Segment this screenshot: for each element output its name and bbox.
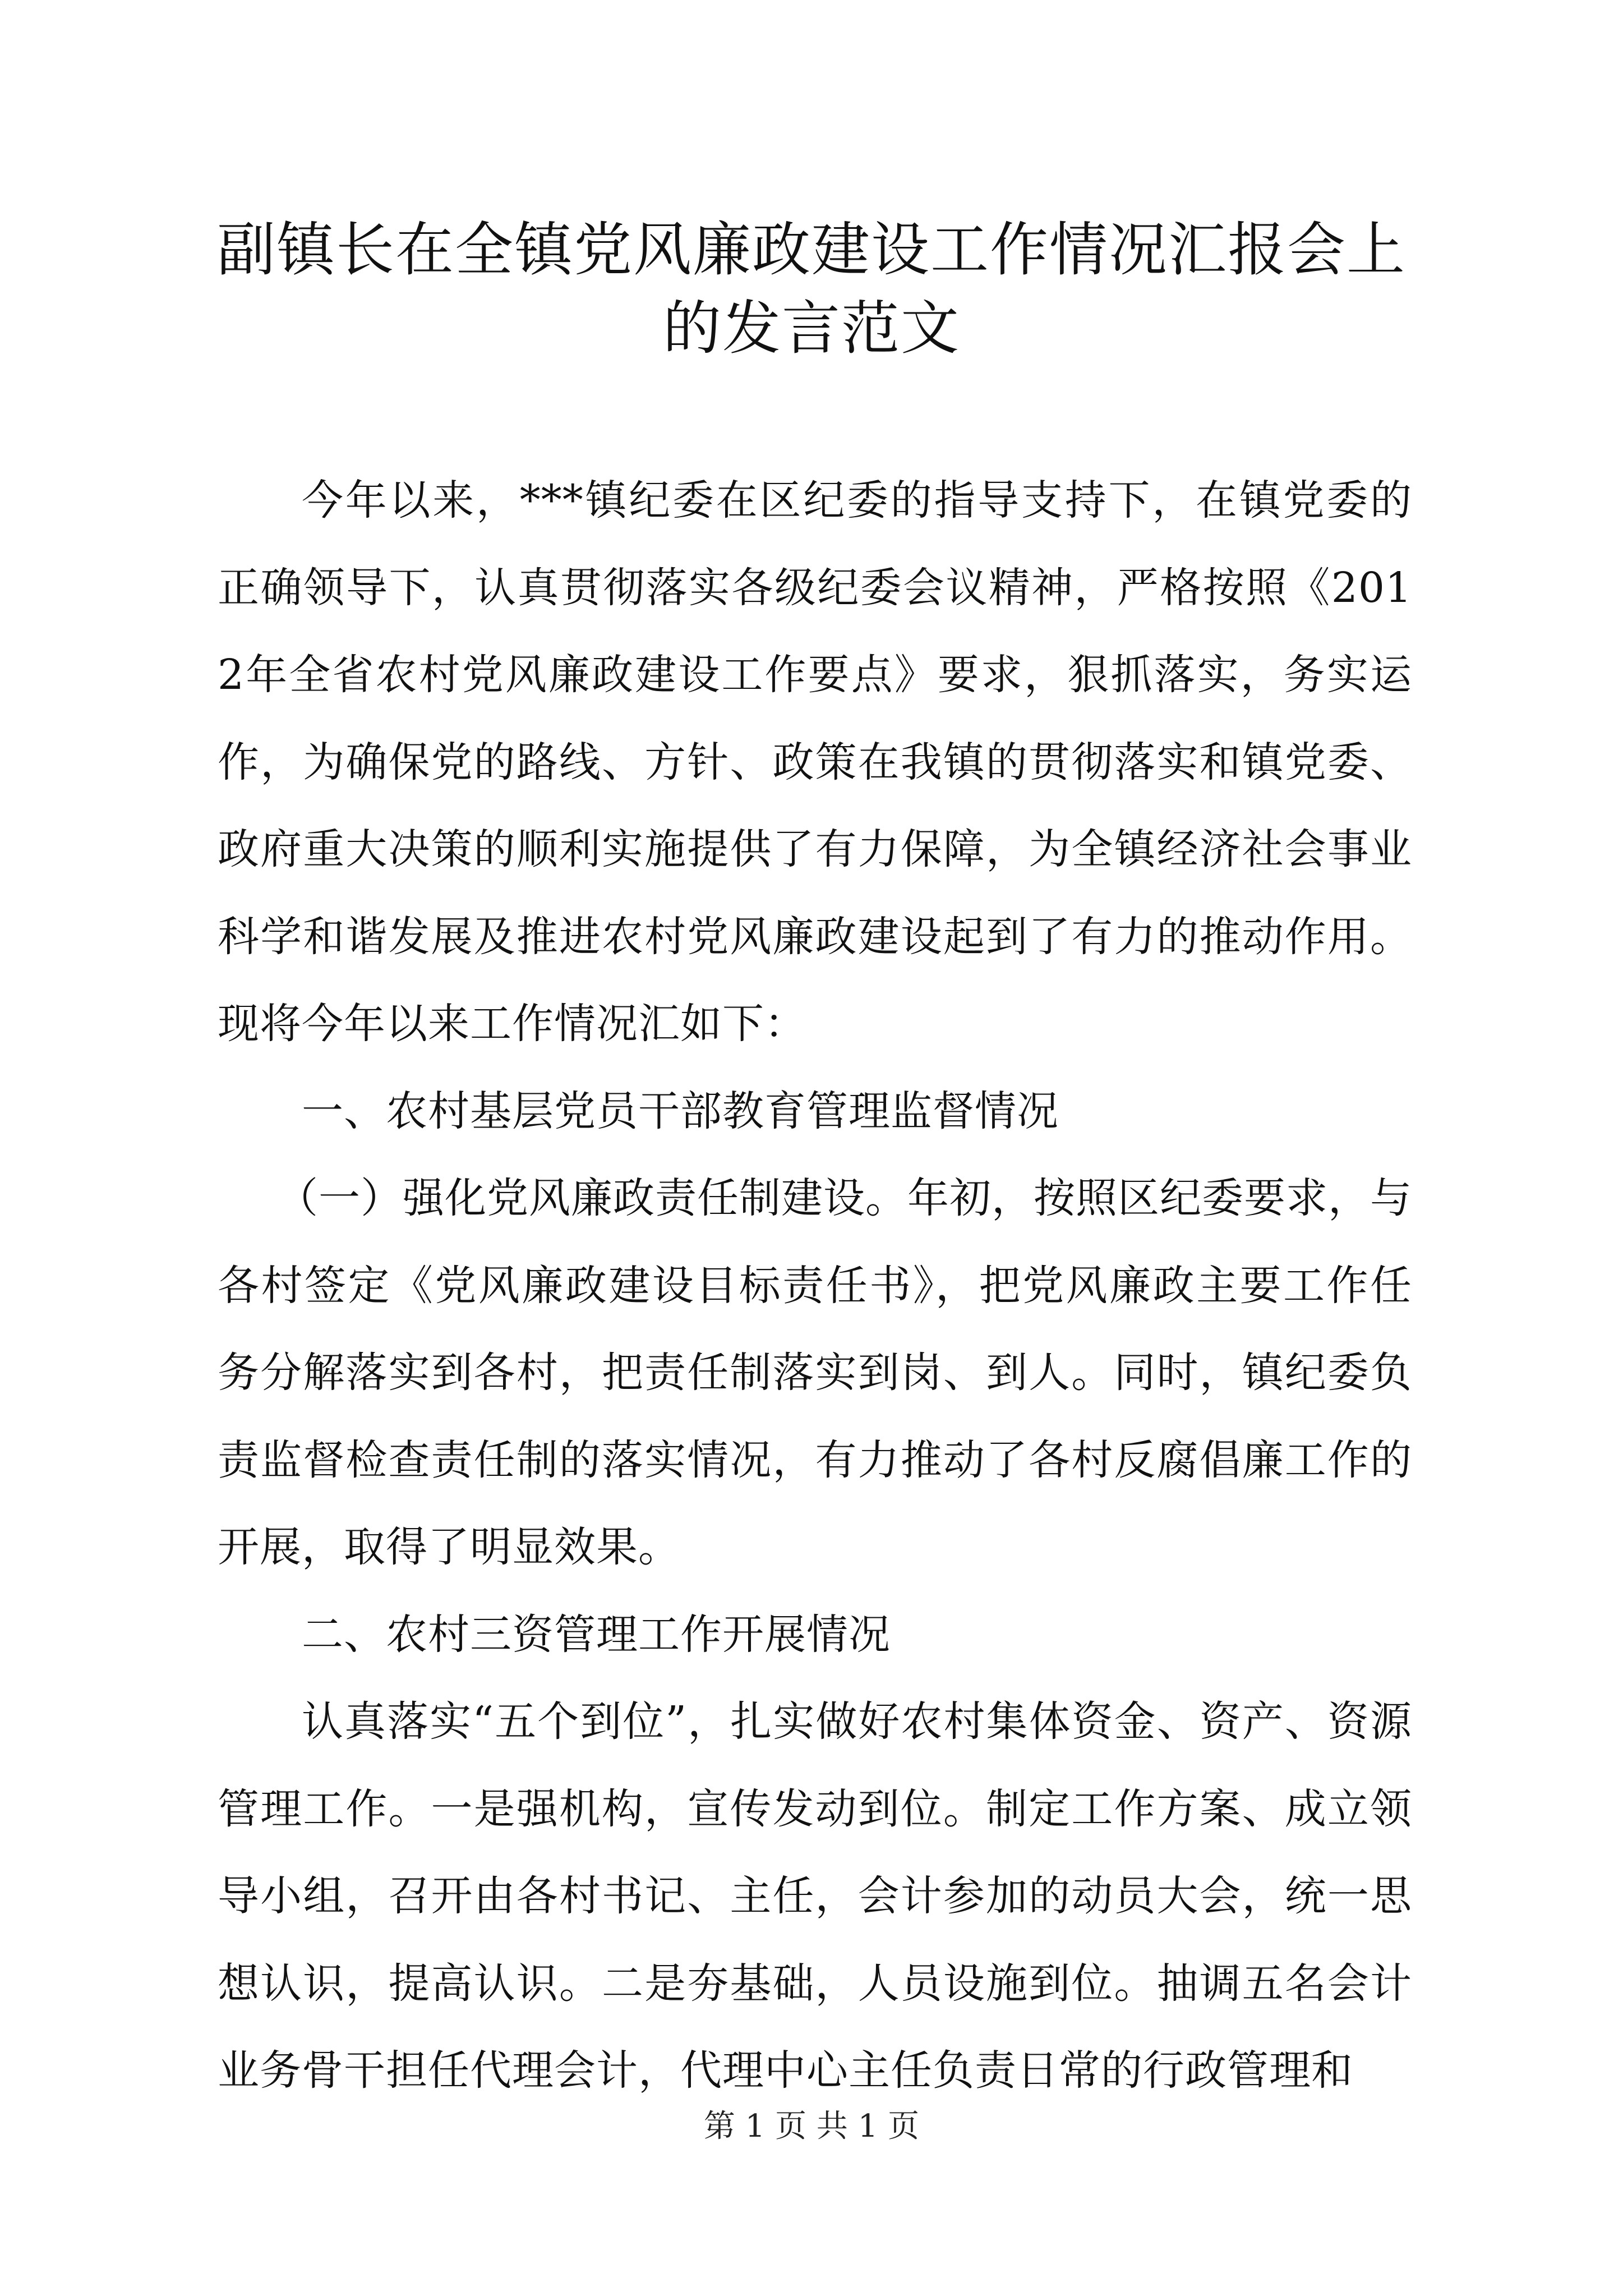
document-title-line-1: 副镇长在全镇党风廉政建设工作情况汇报会上 <box>216 215 1406 284</box>
document-title-line-2: 的发言范文 <box>662 294 960 362</box>
document-body <box>218 457 1412 2115</box>
section-heading-1: 一、农村基层党员干部教育管理监督情况 <box>302 1087 1059 1135</box>
subsection-paragraph-1: （一）强化党风廉政责任制建设。年初，按照区纪委要求，与各村签定《党风廉政建设目标责任书》，把党风廉政主要工作任务分解落实到各村，把责任制落实到岗、到人。同时，镇纪委负责监督检查责任制的落实情况，有力推动了各村反腐倡廉工作的开展，取得了明显效果。 <box>218 1174 1412 1571</box>
intro-paragraph: 今年以来，***镇纪委在区纪委的指导支持下，在镇党委的正确领导下，认真贯彻落实各级纪委会议精神，严格按照《2012年全省农村党风廉政建设工作要点》要求，狠抓落实，务实运作，为确保党的路线、方针、政策在我镇的贯彻落实和镇党委、政府重大决策的顺利实施提供了有力保障，为全镇经济社会事业科学和谐发展及推进农村党风廉政建设起到了有力的推动作用。现将今年以来工作情况汇如下： <box>218 476 1412 1048</box>
section-2-paragraph: 认真落实“五个到位”，扎实做好农村集体资金、资产、资源管理工作。一是强机构，宣传发动到位。制定工作方案、成立领导小组，召开由各村书记、主任，会计参加的动员大会，统一思想认识，提高认识。二是夯基础，人员设施到位。抽调五名会计业务骨干担任代理会计，代理中心主任负责日常的行政管理和 <box>218 1697 1412 2095</box>
document-title <box>168 210 1455 367</box>
page-footer: 第 1 页 共 1 页 <box>703 2108 920 2145</box>
section-heading-2: 二、农村三资管理工作开展情况 <box>302 1610 891 1659</box>
